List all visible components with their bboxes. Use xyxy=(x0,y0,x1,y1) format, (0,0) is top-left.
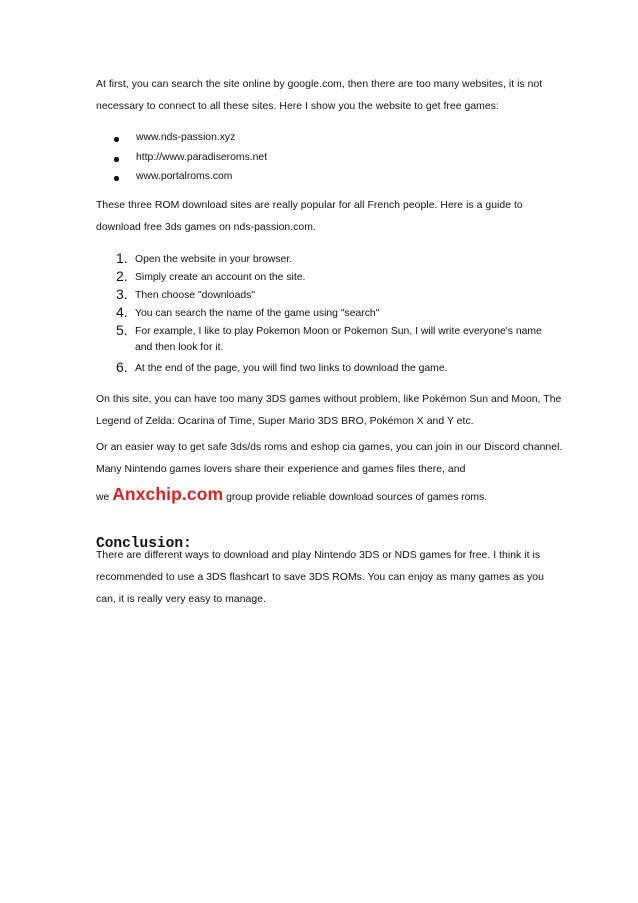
step-number: 4. xyxy=(116,304,128,320)
bullet-icon xyxy=(114,176,119,181)
discord-paragraph-tail xyxy=(96,482,566,510)
step-text: Then choose "downloads" xyxy=(135,290,256,301)
discord-paragraph: Or an easier way to get safe 3ds/ds roms and eshop cia games, you can join in our Discord channel. Many Nintendo games lovers share their experience and games files there, and xyxy=(96,442,563,475)
step-text: At the end of the page, you will find two links to download the game. xyxy=(135,363,448,374)
site-link[interactable]: www.nds-passion.xyz xyxy=(136,132,236,143)
step-number: 6. xyxy=(116,359,128,375)
conclusion-paragraph: There are different ways to download and play Nintendo 3DS or NDS games for free. I think it is recommended to use a 3DS flashcart to save 3DS ROMs. You can enjoy as many games as you can, it is really very easy to manage. xyxy=(96,550,544,605)
step-text: For example, I like to play Pokemon Moon or Pokemon Sun, I will write everyone's name and then look for it. xyxy=(135,326,542,353)
step-text: Open the website in your browser. xyxy=(135,254,293,265)
step-text: You can search the name of the game using "search" xyxy=(135,308,380,319)
tail-text: group provide reliable download sources of games roms. xyxy=(226,492,488,503)
intro-paragraph: At first, you can search the site online by google.com, then there are too many websites, it is not necessary to connect to all these sites. Here I show you the website to get free games: xyxy=(96,79,543,112)
step-number: 5. xyxy=(116,322,128,338)
bullet-icon xyxy=(114,137,119,142)
bullet-icon xyxy=(114,157,119,162)
site-link[interactable]: http://www.paradiseroms.net xyxy=(136,152,268,163)
we-text: we xyxy=(96,492,110,503)
brand-link[interactable]: Anxchip.com xyxy=(112,484,224,504)
games-paragraph: On this site, you can have too many 3DS games without problem, like Pokémon Sun and Moon, The Legend of Zelda: Ocarina of Time, Super Mario 3DS BRO, Pokémon X and Y etc. xyxy=(96,394,562,427)
conclusion-heading: Conclusion: xyxy=(96,536,192,552)
step-number: 3. xyxy=(116,286,128,302)
step-text: Simply create an account on the site. xyxy=(135,272,306,283)
guide-intro-paragraph: These three ROM download sites are really popular for all French people. Here is a guide to download free 3ds games on nds-passion.com. xyxy=(96,200,523,233)
step-number: 2. xyxy=(116,268,128,284)
step-number: 1. xyxy=(116,250,128,266)
site-link[interactable]: www.portalroms.com xyxy=(136,171,233,182)
